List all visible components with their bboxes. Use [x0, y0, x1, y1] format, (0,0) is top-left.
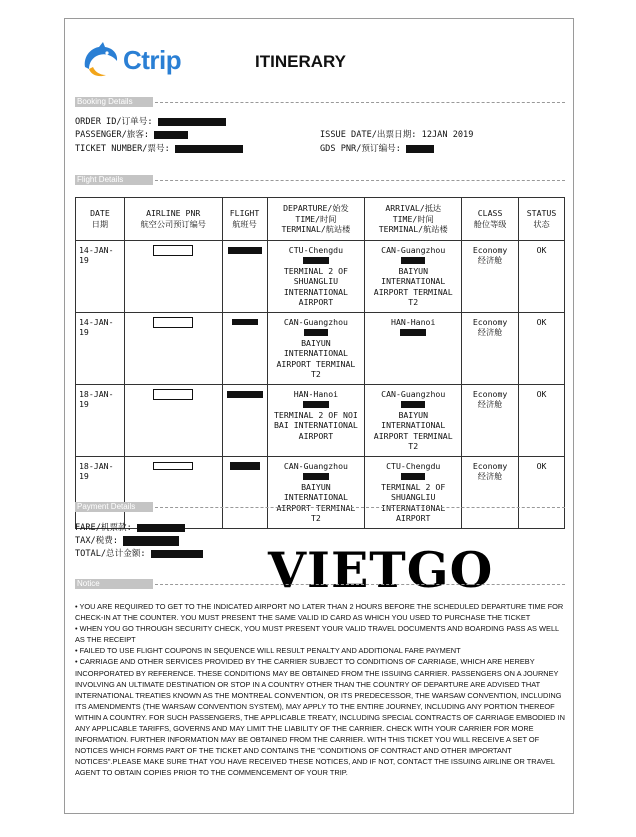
cell-date: 18-JAN-19	[76, 384, 125, 456]
redaction-bar	[232, 319, 258, 325]
redaction-bar	[230, 462, 260, 470]
redaction-bar	[158, 118, 226, 126]
section-label: Flight Details	[75, 175, 153, 185]
dolphin-logo-icon	[79, 41, 121, 81]
cell-departure: CTU-Chengdu TERMINAL 2 OF SHUANGLIU INTERNATIONAL AIRPORT	[267, 240, 365, 312]
fare-label: FARE/机票款:	[75, 523, 132, 533]
cell-arrival: HAN-Hanoi	[365, 312, 462, 384]
notice-item: • FAILED TO USE FLIGHT COUPONS IN SEQUENCE WILL RESULT PENALTY AND ADDITIONAL FARE PAYMENT	[75, 646, 461, 656]
cell-flight	[222, 384, 267, 456]
cell-departure: CAN-Guangzhou BAIYUN INTERNATIONAL AIRPORT TERMINAL T2	[267, 312, 365, 384]
col-header-arrival: ARRIVAL/抵达 TIME/时间 TERMINAL/航站楼	[365, 198, 462, 241]
redaction-bar	[137, 524, 185, 532]
cell-flight	[222, 312, 267, 384]
tax-label: TAX/税费:	[75, 536, 119, 546]
ticket-number-label: TICKET NUMBER/票号:	[75, 144, 170, 154]
redaction-box	[153, 317, 193, 328]
cell-class: Economy 经济舱	[462, 384, 519, 456]
col-header-class: CLASS 舱位等级	[462, 198, 519, 241]
redaction-bar	[154, 131, 188, 139]
col-header-status: STATUS 状态	[519, 198, 565, 241]
passenger-label: PASSENGER/旅客:	[75, 130, 150, 140]
document-title: ITINERARY	[255, 52, 346, 71]
redaction-box	[153, 462, 193, 470]
cell-date: 14-JAN-19	[76, 312, 125, 384]
cell-class: Economy 经济舱	[462, 456, 519, 528]
notice-header	[75, 579, 565, 589]
section-label: Payment Details	[75, 502, 153, 512]
col-header-departure: DEPARTURE/始发 TIME/时间 TERMINAL/航站楼	[267, 198, 365, 241]
cell-airline-pnr	[124, 384, 222, 456]
cell-flight	[222, 456, 267, 528]
total-label: TOTAL/总计金额:	[75, 549, 146, 559]
cell-status: OK	[519, 312, 565, 384]
section-divider	[155, 507, 565, 508]
col-header-airline-pnr: AIRLINE PNR 航空公司预订编号	[124, 198, 222, 241]
redaction-bar	[401, 473, 425, 480]
itinerary-page	[64, 18, 574, 814]
gds-pnr-label: GDS PNR/预订编号:	[320, 144, 401, 154]
flight-table	[75, 197, 565, 529]
cell-status: OK	[519, 456, 565, 528]
notice-item: • WHEN YOU GO THROUGH SECURITY CHECK, YOU MUST PRESENT YOUR VALID TRAVEL DOCUMENTS AND BOARDING PASS AS WELL AS THE RECEIPT	[75, 624, 559, 645]
order-id-row	[75, 116, 226, 129]
booking-details-header	[75, 97, 565, 107]
table-header-row	[76, 198, 565, 241]
gds-pnr-row	[320, 143, 434, 156]
cell-class: Economy 经济舱	[462, 240, 519, 312]
notice-body	[75, 601, 565, 779]
issue-date-row	[320, 129, 473, 142]
redaction-bar	[151, 550, 203, 558]
redaction-bar	[227, 391, 263, 398]
brand-wordmark: Ctrip	[123, 45, 182, 75]
table-row	[76, 384, 565, 456]
redaction-bar	[123, 536, 179, 546]
cell-status: OK	[519, 384, 565, 456]
redaction-bar	[303, 257, 329, 264]
section-divider	[155, 584, 565, 585]
cell-status: OK	[519, 240, 565, 312]
cell-flight	[222, 240, 267, 312]
ticket-number-row	[75, 143, 243, 156]
cell-class: Economy 经济舱	[462, 312, 519, 384]
section-label: Notice	[75, 579, 153, 589]
table-row	[76, 456, 565, 528]
col-header-date: DATE 日期	[76, 198, 125, 241]
cell-airline-pnr	[124, 312, 222, 384]
cell-arrival: CTU-Chengdu TERMINAL 2 OF SHUANGLIU INTERNATIONAL AIRPORT	[365, 456, 462, 528]
redaction-bar	[303, 401, 329, 408]
tax-row	[75, 535, 179, 548]
order-id-label: ORDER ID/订单号:	[75, 117, 153, 127]
brand-logo	[79, 41, 189, 81]
redaction-bar	[228, 247, 262, 254]
section-divider	[155, 102, 565, 103]
total-row	[75, 548, 203, 561]
passenger-row	[75, 129, 188, 142]
table-row	[76, 312, 565, 384]
redaction-box	[153, 245, 193, 256]
redaction-bar	[406, 145, 434, 153]
issue-date-label: ISSUE DATE/出票日期:	[320, 130, 417, 140]
cell-airline-pnr	[124, 240, 222, 312]
section-divider	[155, 180, 565, 181]
cell-arrival: CAN-Guangzhou BAIYUN INTERNATIONAL AIRPORT TERMINAL T2	[365, 384, 462, 456]
vietgo-watermark: VIETGO	[268, 541, 494, 599]
redaction-bar	[400, 329, 426, 336]
issue-date-value: 12JAN 2019	[421, 130, 474, 140]
notice-item: • YOU ARE REQUIRED TO GET TO THE INDICATED AIRPORT NO LATER THAN 2 HOURS BEFORE THE SCHEDULED DEPARTURE TIME FOR CHECK-IN AT THE COUNTER. YOU MUST PRESENT THE SAME VALID ID CARD AS WHICH YOU USED TO PURCHASE THE TICKET	[75, 602, 564, 623]
notice-item: • CARRIAGE AND OTHER SERVICES PROVIDED BY THE CARRIER SUBJECT TO CONDITIONS OF CARRIAGE, WHICH ARE HEREBY INCORPORATED BY REFERENCE. THESE CONDITIONS MAY BE OBTAINED FROM THE ISSUING CARRIER. PASSENGERS ON A JOURNEY INVOLVING AN ULTIMATE DESTINATION OR STOP IN A COUNTRY OTHER THAN THE COUNTRY OF DEPARTURE ARE ADVISED THAT INTERNATIONAL TREATIES KNOWN AS THE MONTREAL CONVENTION, OR ITS PREDECESSOR, THE WARSAW CONVENTION, INCLUDING ITS AMENDMENTS (THE WARSAW CONVENTION SYSTEM), MAY APPLY TO THE ENTIRE JOURNEY, INCLUDING ANY PORTION THEREOF WITHIN A COUNTRY. FOR SUCH PASSENGERS, THE APPLICABLE TREATY, INCLUDING SPECIAL CONTRACTS OF CARRIAGE EMBODIED IN ANY APPLICABLE TARIFFS, GOVERNS AND MAY LIMIT THE LIABILITY OF THE CARRIER. CHECK WITH YOUR CARRIER FOR MORE INFORMATION. FURTHER INFORMATION MAY BE OBTAINED FROM THE CARRIER. WITH THIS TICKET YOU WILL RECEIVE A SET OF NOTICES WHICH FORMS PART OF THE TICKET AND CONTAINS THE "CONDITIONS OF CONTRACT AND OTHER IMPORTANT NOTICES".PLEASE MAKE SURE THAT YOU HAVE RECEIVED THESE NOTICES, AND IF NOT, CONTACT THE ISSUING AIRLINE OR TRAVEL AGENT TO OBTAIN COPIES PRIOR TO THE COMMENCEMENT OF YOUR TRIP.	[75, 657, 565, 778]
redaction-bar	[304, 329, 328, 336]
cell-airline-pnr	[124, 456, 222, 528]
cell-departure: CAN-Guangzhou BAIYUN INTERNATIONAL AIRPORT TERMINAL T2	[267, 456, 365, 528]
fare-row	[75, 522, 185, 535]
redaction-bar	[303, 473, 329, 480]
cell-departure: HAN-Hanoi TERMINAL 2 OF NOI BAI INTERNATIONAL AIRPORT	[267, 384, 365, 456]
payment-details-header	[75, 502, 565, 512]
redaction-bar	[401, 401, 425, 408]
redaction-box	[153, 389, 193, 400]
redaction-bar	[175, 145, 243, 153]
cell-date: 18-JAN-19	[76, 456, 125, 528]
flight-details-header	[75, 175, 565, 185]
table-row	[76, 240, 565, 312]
col-header-flight: FLIGHT 航班号	[222, 198, 267, 241]
cell-date: 14-JAN-19	[76, 240, 125, 312]
redaction-bar	[401, 257, 425, 264]
section-label: Booking Details	[75, 97, 153, 107]
cell-arrival: CAN-Guangzhou BAIYUN INTERNATIONAL AIRPORT TERMINAL T2	[365, 240, 462, 312]
